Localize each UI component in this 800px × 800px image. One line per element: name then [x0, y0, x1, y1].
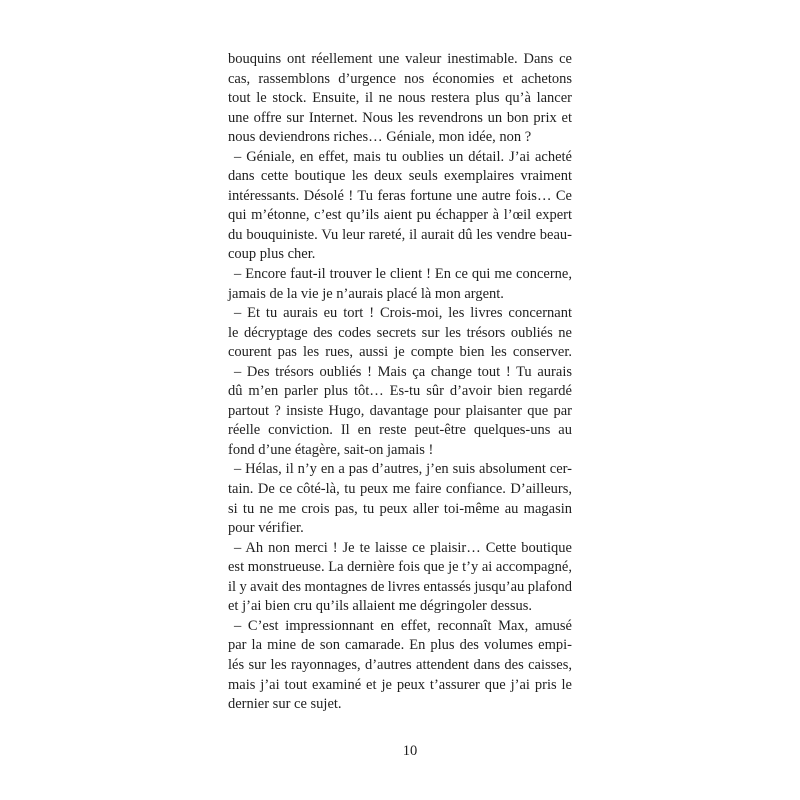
- text-line: nous deviendrons riches… Géniale, mon idée, non ?: [228, 129, 532, 146]
- text-line: cas, rassemblons d’urgence nos économies et achetons: [228, 70, 572, 87]
- text-line: – Et tu aurais eu tort ! Crois-moi, les livres concernant: [234, 305, 572, 322]
- text-line: tout le stock. Ensuite, il ne nous restera plus qu’à lancer: [228, 90, 572, 107]
- text-line: si tu ne me crois pas, tu peux aller toi-même au magasin: [228, 500, 572, 517]
- paragraph: [228, 460, 572, 538]
- text-line: partout ? insiste Hugo, davantage pour plaisanter que par: [228, 402, 572, 419]
- text-line: qui m’étonne, c’est qu’ils aient pu échapper à l’œil expert: [228, 207, 572, 224]
- text-line: le décryptage des codes secrets sur les trésors oubliés ne: [228, 324, 572, 341]
- text-line: par la mine de son camarade. En plus des volumes empi-: [228, 637, 572, 654]
- text-line: dernier sur ce sujet.: [228, 696, 342, 713]
- text-line: – C’est impressionnant en effet, reconnaît Max, amusé: [234, 617, 572, 634]
- text-line: coup plus cher.: [228, 246, 316, 263]
- text-line: jamais de la vie je n’aurais placé là mon argent.: [228, 285, 504, 302]
- text-line: lés sur les rayonnages, d’autres attendent dans des caisses,: [228, 656, 572, 673]
- text-line: dû m’en parler plus tôt… Es-tu sûr d’avoir bien regardé: [228, 383, 572, 400]
- text-line: et j’ai bien cru qu’ils allaient me dégringoler dessus.: [228, 598, 533, 615]
- text-line: mais j’ai tout examiné et je peux t’assurer que j’ai pris le: [228, 676, 572, 693]
- text-line: tain. De ce côté-là, tu peux me faire confiance. D’ailleurs,: [228, 481, 572, 498]
- text-line: – Encore faut-il trouver le client ! En ce qui me concerne,: [234, 266, 572, 283]
- text-line: une offre sur Internet. Nous les revendrons un bon prix et: [228, 109, 572, 126]
- text-line: – Hélas, il n’y en a pas d’autres, j’en suis absolument cer-: [234, 461, 572, 478]
- paragraph: [228, 363, 572, 461]
- text-line: pour vérifier.: [228, 520, 304, 537]
- text-line: dans cette boutique les deux seuls exemplaires vraiment: [228, 168, 572, 185]
- text-line: bouquins ont réellement une valeur inestimable. Dans ce: [228, 51, 572, 67]
- paragraph: [228, 265, 572, 304]
- paragraph: [228, 304, 572, 363]
- paragraph: [228, 617, 572, 715]
- text-line: réelle conviction. Il en reste peut-être quelques-uns au: [228, 422, 572, 439]
- text-line: – Des trésors oubliés ! Mais ça change tout ! Tu aurais: [234, 363, 572, 380]
- paragraph: [228, 148, 572, 265]
- text-line: est monstrueuse. La dernière fois que je t’y ai accompagné,: [228, 559, 572, 576]
- text-line: courent pas les rues, aussi je compte bien les conserver.: [228, 344, 572, 361]
- page-number: 10: [402, 743, 418, 759]
- text-line: il y avait des montagnes de livres entassés jusqu’au plafond: [228, 578, 572, 595]
- paragraph: [228, 50, 572, 148]
- paragraph: [228, 539, 572, 617]
- text-line: – Ah non merci ! Je te laisse ce plaisir… Cette boutique: [234, 539, 572, 556]
- text-line: fond d’une étagère, sait-on jamais !: [228, 441, 434, 458]
- text-line: – Géniale, en effet, mais tu oublies un détail. J’ai acheté: [234, 148, 572, 165]
- text-block: [228, 50, 572, 715]
- text-line: du bouquiniste. Vu leur rareté, il aurait dû les vendre beau-: [228, 226, 572, 243]
- text-line: intéressants. Désolé ! Tu feras fortune une autre fois… Ce: [228, 187, 572, 204]
